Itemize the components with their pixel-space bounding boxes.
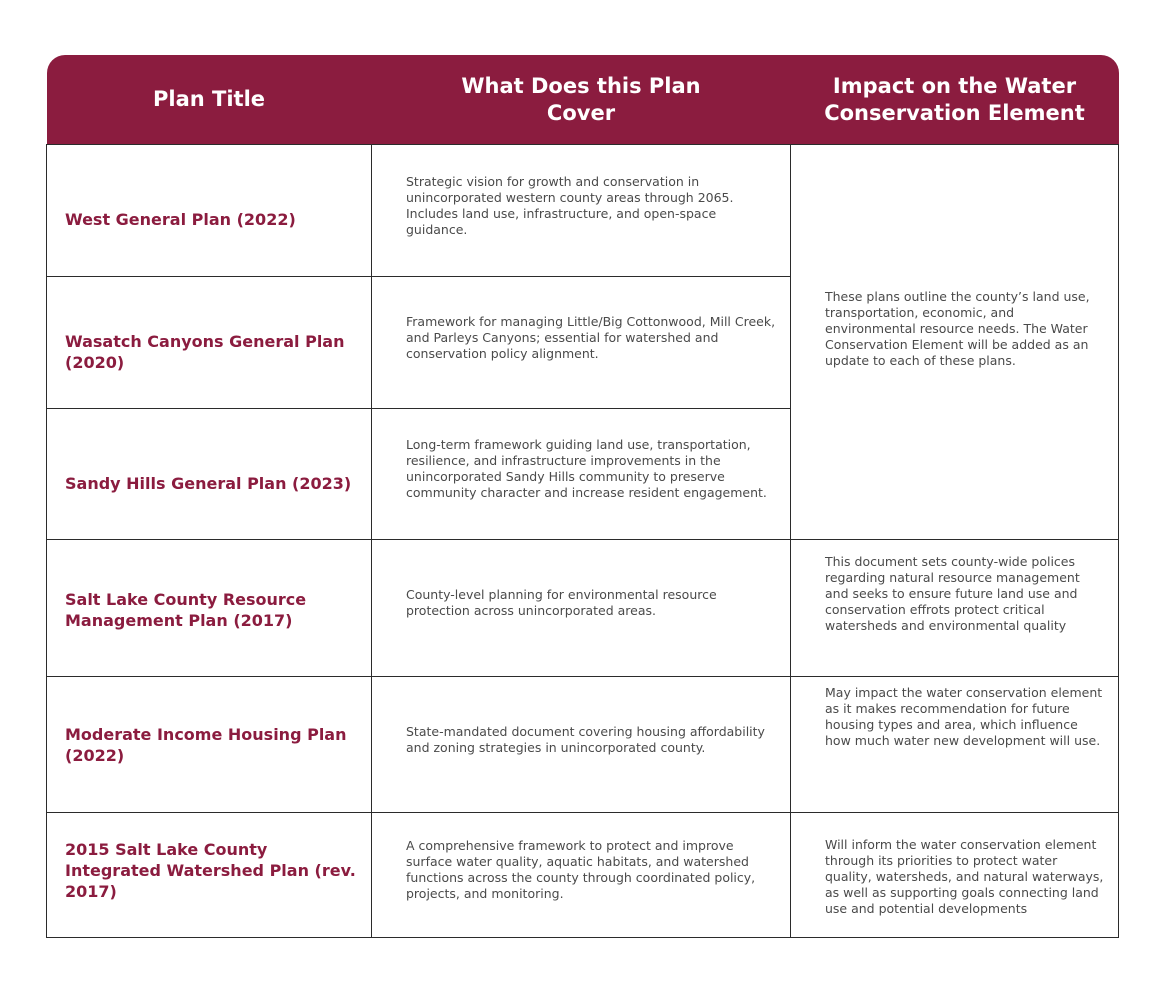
plan-title-cell bbox=[47, 409, 372, 540]
plan-title: West General Plan (2022) bbox=[65, 210, 296, 229]
table-header-row bbox=[47, 55, 1119, 145]
plan-description-cell bbox=[372, 540, 791, 677]
table-row bbox=[47, 145, 1119, 277]
plan-impact-cell bbox=[791, 813, 1119, 938]
plan-description-cell bbox=[372, 409, 791, 540]
header-impact-text: Impact on the Water Conservation Element bbox=[824, 73, 1085, 125]
plan-description-cell bbox=[372, 145, 791, 277]
plan-title-cell bbox=[47, 813, 372, 938]
plans-table bbox=[46, 55, 1119, 938]
plan-title: Moderate Income Housing Plan (2022) bbox=[65, 724, 347, 765]
plan-description-cell bbox=[372, 677, 791, 813]
table-row bbox=[47, 677, 1119, 813]
table-row bbox=[47, 540, 1119, 677]
plan-title-cell bbox=[47, 277, 372, 409]
header-plan-title: Plan Title bbox=[47, 55, 372, 145]
plan-title-cell bbox=[47, 145, 372, 277]
plan-description-cell bbox=[372, 277, 791, 409]
header-plan-cover bbox=[372, 55, 791, 145]
plan-impact: This document sets county-wide polices regarding natural resource management and seeks to ensure future land use and conservation effrots protect critical watersheds and environmental quality bbox=[825, 554, 1080, 633]
table-row bbox=[47, 813, 1119, 938]
plan-title: Sandy Hills General Plan (2023) bbox=[65, 473, 352, 493]
plan-description: A comprehensive framework to protect and improve surface water quality, aquatic habitats, and watershed functions across the county through coordinated policy, projects, and monitoring. bbox=[406, 838, 756, 901]
header-impact bbox=[791, 55, 1119, 145]
plan-description-cell bbox=[372, 813, 791, 938]
plan-description: Long-term framework guiding land use, transportation, resilience, and infrastructure improvements in the unincorporated Sandy Hills community to preserve community character and increase resident engagement. bbox=[406, 437, 767, 500]
plan-title: 2015 Salt Lake County Integrated Watershed Plan (rev. 2017) bbox=[65, 839, 356, 901]
plans-table-container bbox=[46, 55, 1118, 938]
plan-impact: Will inform the water conservation element through its priorities to protect water quality, watersheds, and natural waterways, as well as supporting goals connecting land use and potential developments bbox=[825, 837, 1104, 916]
shared-impact-cell bbox=[791, 145, 1119, 540]
header-plan-cover-text: What Does this Plan Cover bbox=[461, 73, 701, 125]
plan-description: County-level planning for environmental resource protection across unincorporated areas. bbox=[406, 587, 717, 618]
plan-description: State-mandated document covering housing affordability and zoning strategies in unincorporated county. bbox=[406, 723, 765, 755]
plan-title: Wasatch Canyons General Plan (2020) bbox=[65, 331, 345, 372]
plan-impact-cell bbox=[791, 540, 1119, 677]
plan-impact: May impact the water conservation element as it makes recommendation for future housing types and area, which influence how much water new development will use. bbox=[825, 684, 1103, 748]
plan-title-cell bbox=[47, 677, 372, 813]
shared-impact: These plans outline the county’s land use, transportation, economic, and environmental resource needs. The Water Conservation Element will be added as an update to each of these plans. bbox=[825, 289, 1090, 368]
plan-description: Framework for managing Little/Big Cottonwood, Mill Creek, and Parleys Canyons; essential for watershed and conservation policy alignment. bbox=[406, 313, 776, 361]
plan-impact-cell bbox=[791, 677, 1119, 813]
plan-title-cell bbox=[47, 540, 372, 677]
plan-description: Strategic vision for growth and conservation in unincorporated western county areas through 2065. Includes land use, infrastructure, and open-space guidance. bbox=[406, 173, 734, 237]
plan-title: Salt Lake County Resource Management Plan (2017) bbox=[65, 590, 307, 630]
